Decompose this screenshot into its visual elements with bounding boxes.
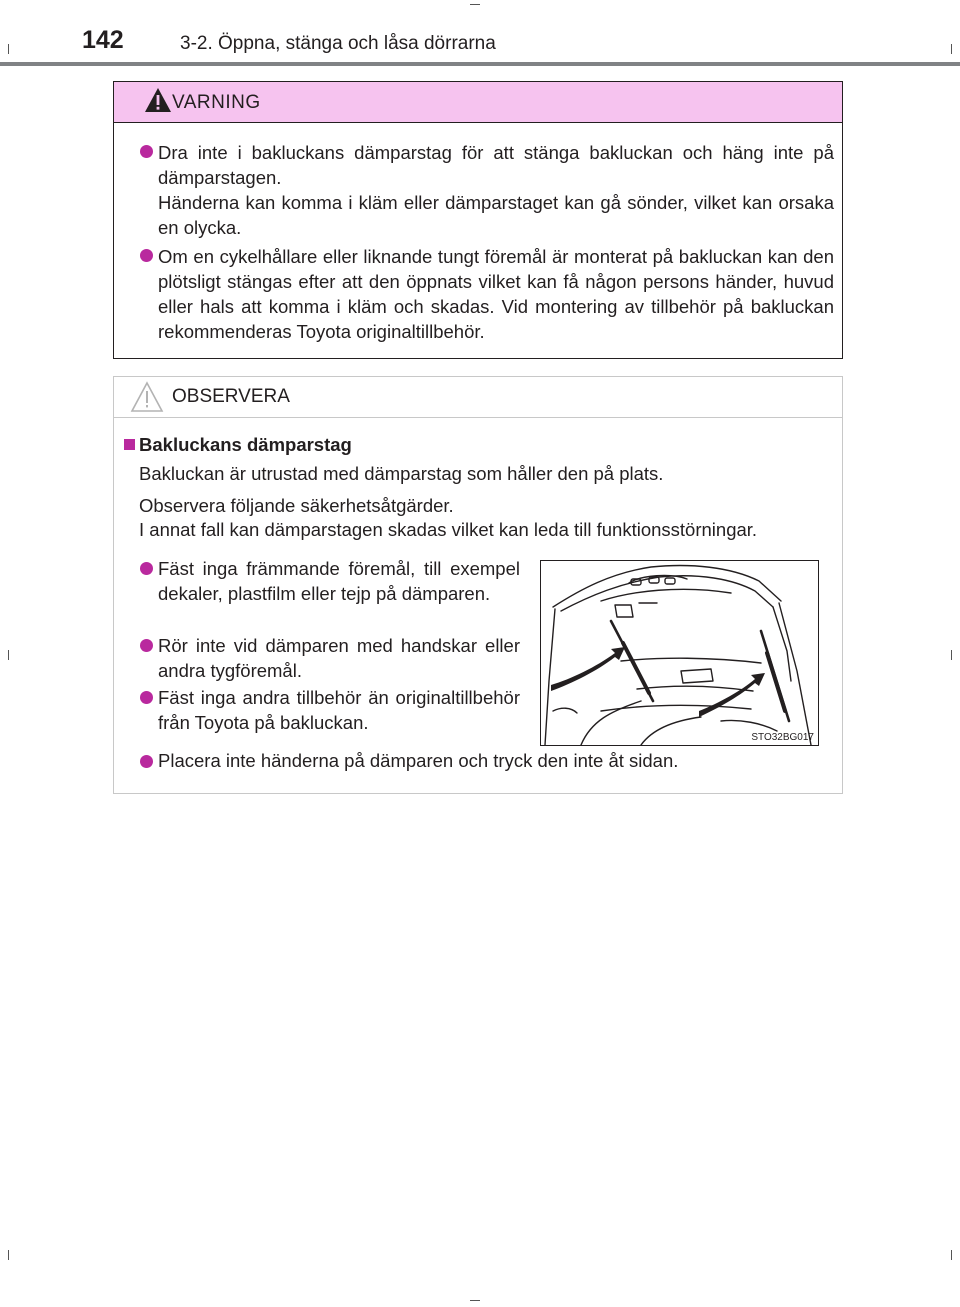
warning-label: VARNING [172,92,261,113]
crop-mark [951,1250,952,1260]
bullet-icon [140,639,153,652]
bullet-icon [140,249,153,262]
crop-mark [8,1250,9,1260]
tailgate-damper-illustration [540,560,819,746]
warning-item-1-line-2: Händerna kan komma i kläm eller dämparstaget kan gå sönder, vilket kan orsaka en olycka. [158,192,834,238]
notice-bullet-2: Rör inte vid dämparen med handskar eller andra tygföremål. [158,635,520,681]
heading-square-icon [124,439,135,450]
page-number: 142 [82,26,124,54]
notice-bullet-1: Fäst inga främmande föremål, till exempel dekaler, plastfilm eller tejp på dämparen. [158,558,520,604]
notice-para-2-line-1: Observera följande säkerhetsåtgärder. [139,495,454,516]
tailgate-drawing [541,561,818,745]
page-header [0,0,960,66]
notice-para-1: Bakluckan är utrustad med dämparstag som håller den på plats. [139,463,664,484]
crop-mark [8,650,9,660]
notice-label: OBSERVERA [172,386,290,407]
warning-header [114,82,842,123]
bullet-icon [140,755,153,768]
notice-heading: Bakluckans dämparstag [139,434,352,455]
warning-item-2: Om en cykelhållare eller liknande tungt föremål är monterat på bakluckan kan den plötsligt stängas efter att den öppnats vilket kan få någon persons händer, huvud eller hals att komma i kläm och skadas. Vid montering av tillbehör på bakluckan rekommenderas Toyota originaltillbehör. [158,246,834,342]
notice-header [114,377,842,418]
bullet-icon [140,145,153,158]
bullet-icon [140,691,153,704]
header-rule [0,62,960,66]
crop-mark [470,1300,480,1301]
warning-item-1-line-1: Dra inte i bakluckans dämparstag för att stänga bakluckan och häng inte på dämparstagen. [158,142,834,188]
figure-code: STO32BG017 [751,732,814,743]
bullet-icon [140,562,153,575]
section-title: 3-2. Öppna, stänga och låsa dörrarna [180,33,496,54]
caution-icon [130,381,164,413]
notice-para-2-line-2: I annat fall kan dämparstagen skadas vilket kan leda till funktionsstörningar. [139,519,758,540]
crop-mark [951,650,952,660]
warning-icon [144,87,172,113]
notice-bullet-4: Placera inte händerna på dämparen och tryck den inte åt sidan. [158,750,679,771]
notice-bullet-3: Fäst inga andra tillbehör än originaltillbehör från Toyota på bakluckan. [158,687,520,733]
